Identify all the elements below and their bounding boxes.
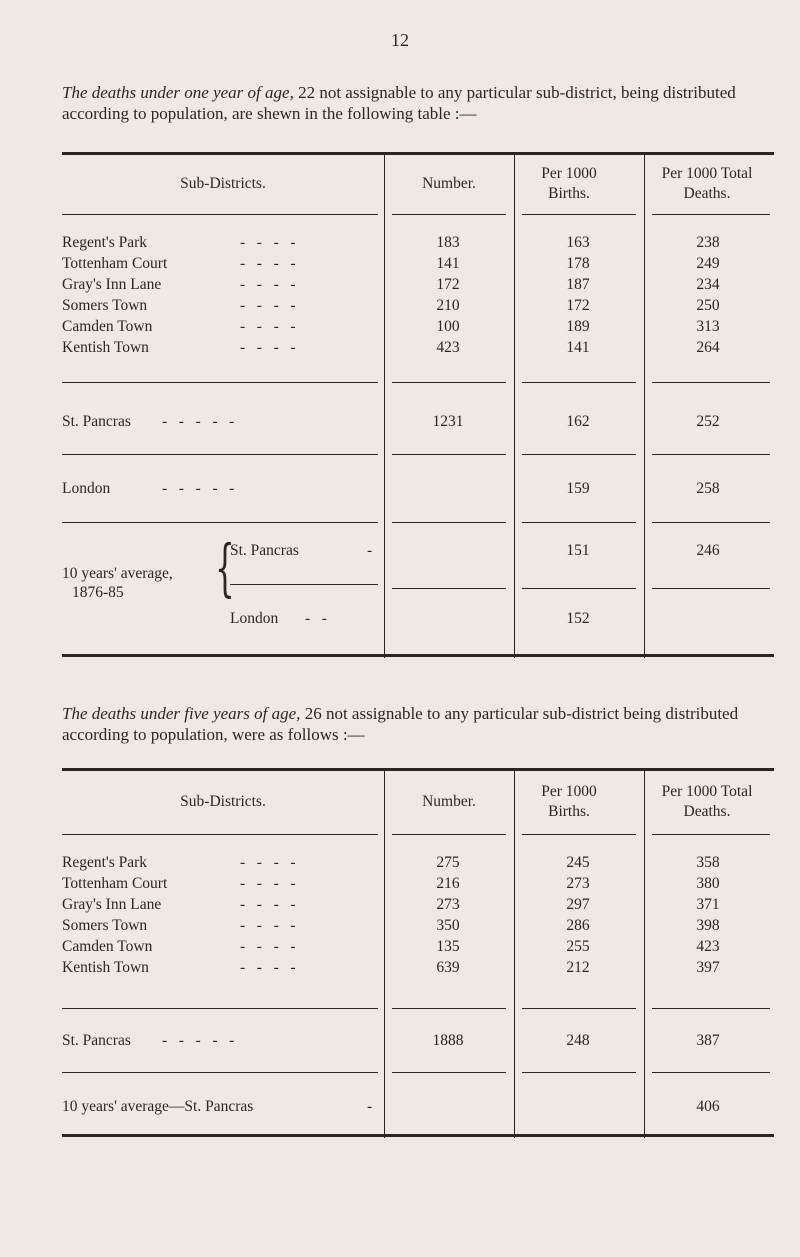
table-row bbox=[62, 339, 774, 359]
row-name: Kentish Town bbox=[62, 339, 149, 356]
table-row bbox=[62, 875, 774, 895]
row-number: 141 bbox=[436, 255, 460, 272]
london-per-deaths: 258 bbox=[696, 480, 720, 497]
under-five-deaths-table bbox=[62, 768, 774, 1138]
row-number: 172 bbox=[436, 276, 460, 293]
london-row bbox=[62, 480, 774, 500]
row-per-deaths: 234 bbox=[696, 276, 720, 293]
row-number: 275 bbox=[436, 854, 460, 871]
row-dashes: - - - - bbox=[240, 297, 296, 314]
total-per-births: 248 bbox=[566, 1032, 590, 1049]
header-per-deaths: Per 1000 Total Deaths. bbox=[661, 783, 753, 820]
row-per-deaths: 313 bbox=[696, 318, 720, 335]
row-per-births: 187 bbox=[566, 276, 590, 293]
row-name: Gray's Inn Lane bbox=[62, 276, 162, 293]
page-number: 12 bbox=[391, 30, 409, 50]
table-row bbox=[62, 276, 774, 296]
london-name: London bbox=[62, 480, 111, 497]
row-dashes: - - - - bbox=[240, 875, 296, 892]
row-per-births: 172 bbox=[566, 297, 590, 314]
row-number: 273 bbox=[436, 896, 460, 913]
table-row bbox=[62, 255, 774, 275]
average-sub2-dash: - - bbox=[305, 610, 327, 627]
total-per-births: 162 bbox=[566, 413, 590, 430]
row-name: Tottenham Court bbox=[62, 875, 168, 892]
row-per-births: 141 bbox=[566, 339, 590, 356]
average-row-london bbox=[62, 610, 774, 630]
total-name: St. Pancras bbox=[62, 1032, 131, 1049]
row-per-births: 163 bbox=[566, 234, 590, 251]
average-name: 10 years' average—St. Pancras bbox=[62, 1098, 254, 1115]
row-name: Tottenham Court bbox=[62, 255, 168, 272]
row-number: 210 bbox=[436, 297, 460, 314]
total-row bbox=[62, 1032, 774, 1052]
table-row bbox=[62, 917, 774, 937]
average-dash: - bbox=[367, 1098, 373, 1115]
row-name: Regent's Park bbox=[62, 854, 148, 871]
average-per-deaths: 406 bbox=[696, 1098, 720, 1115]
row-per-births: 189 bbox=[566, 318, 590, 335]
table2-intro-text: 26 not assignable to any particular sub-district being distributed according to population, were as follows :— bbox=[62, 704, 739, 744]
average-sub2-per-births: 152 bbox=[566, 610, 590, 627]
row-dashes: - - - - bbox=[240, 938, 296, 955]
header-number: Number. bbox=[422, 793, 476, 810]
row-per-deaths: 380 bbox=[696, 875, 720, 892]
header-sub-districts: Sub-Districts. bbox=[180, 175, 266, 192]
average-sub1-dash: - bbox=[367, 542, 373, 559]
london-dashes: - - - - - bbox=[162, 480, 235, 497]
total-per-deaths: 387 bbox=[696, 1032, 720, 1049]
table1-intro bbox=[62, 82, 787, 124]
row-per-births: 255 bbox=[566, 938, 590, 955]
average-row bbox=[62, 1098, 774, 1118]
table-row bbox=[62, 234, 774, 254]
row-per-births: 297 bbox=[566, 896, 590, 913]
row-number: 216 bbox=[436, 875, 460, 892]
table-row bbox=[62, 959, 774, 979]
infant-deaths-table bbox=[62, 152, 774, 658]
table1-intro-text: 22 not assignable to any particular sub-district, being distributed according to population, are shewn in the following table :— bbox=[62, 83, 736, 123]
row-dashes: - - - - bbox=[240, 959, 296, 976]
row-dashes: - - - - bbox=[240, 339, 296, 356]
average-sub1-per-births: 151 bbox=[566, 542, 590, 559]
total-per-deaths: 252 bbox=[696, 413, 720, 430]
table-row bbox=[62, 854, 774, 874]
row-number: 135 bbox=[436, 938, 460, 955]
average-label-line1: 10 years' average, bbox=[62, 565, 173, 582]
row-dashes: - - - - bbox=[240, 234, 296, 251]
total-dashes: - - - - - bbox=[162, 413, 235, 430]
row-name: Gray's Inn Lane bbox=[62, 896, 162, 913]
row-per-deaths: 358 bbox=[696, 854, 720, 871]
average-label-line2: 1876-85 bbox=[72, 584, 124, 601]
table1-intro-italic: The deaths under one year of age, bbox=[62, 83, 294, 102]
row-per-births: 178 bbox=[566, 255, 590, 272]
total-number: 1231 bbox=[432, 413, 464, 430]
row-number: 350 bbox=[436, 917, 460, 934]
table-row bbox=[62, 938, 774, 958]
row-dashes: - - - - bbox=[240, 276, 296, 293]
average-label bbox=[62, 564, 222, 602]
total-name: St. Pancras bbox=[62, 413, 131, 430]
average-sub2-name: London bbox=[230, 610, 279, 627]
row-per-births: 245 bbox=[566, 854, 590, 871]
row-per-deaths: 250 bbox=[696, 297, 720, 314]
row-name: Somers Town bbox=[62, 917, 148, 934]
row-per-deaths: 397 bbox=[696, 959, 720, 976]
row-dashes: - - - - bbox=[240, 255, 296, 272]
row-per-births: 212 bbox=[566, 959, 590, 976]
row-dashes: - - - - bbox=[240, 318, 296, 335]
row-number: 183 bbox=[436, 234, 460, 251]
row-dashes: - - - - bbox=[240, 854, 296, 871]
table-row bbox=[62, 896, 774, 916]
row-per-deaths: 423 bbox=[696, 938, 720, 955]
header-number: Number. bbox=[422, 175, 476, 192]
total-number: 1888 bbox=[432, 1032, 464, 1049]
header-per-deaths: Per 1000 Total Deaths. bbox=[661, 165, 753, 202]
row-dashes: - - - - bbox=[240, 896, 296, 913]
row-number: 423 bbox=[436, 339, 460, 356]
table-row bbox=[62, 318, 774, 338]
row-per-deaths: 398 bbox=[696, 917, 720, 934]
total-row bbox=[62, 413, 774, 433]
row-number: 639 bbox=[436, 959, 460, 976]
table2-intro bbox=[62, 703, 787, 745]
london-per-births: 159 bbox=[566, 480, 590, 497]
row-dashes: - - - - bbox=[240, 917, 296, 934]
header-per-births: Per 1000 Births. bbox=[541, 783, 597, 820]
row-name: Somers Town bbox=[62, 297, 148, 314]
row-per-deaths: 238 bbox=[696, 234, 720, 251]
row-per-births: 286 bbox=[566, 917, 590, 934]
row-per-deaths: 249 bbox=[696, 255, 720, 272]
average-row-st-pancras bbox=[62, 542, 774, 562]
table-row bbox=[62, 297, 774, 317]
row-name: Regent's Park bbox=[62, 234, 148, 251]
row-name: Kentish Town bbox=[62, 959, 149, 976]
table2-intro-italic: The deaths under five years of age, bbox=[62, 704, 301, 723]
row-per-deaths: 371 bbox=[696, 896, 720, 913]
row-name: Camden Town bbox=[62, 318, 153, 335]
average-sub1-name: St. Pancras bbox=[230, 542, 299, 559]
header-per-births: Per 1000 Births. bbox=[541, 165, 597, 202]
row-per-births: 273 bbox=[566, 875, 590, 892]
header-sub-districts: Sub-Districts. bbox=[180, 793, 266, 810]
average-sub1-per-deaths: 246 bbox=[696, 542, 720, 559]
brace-glyph: { bbox=[215, 531, 235, 604]
row-number: 100 bbox=[436, 318, 460, 335]
row-per-deaths: 264 bbox=[696, 339, 720, 356]
row-name: Camden Town bbox=[62, 938, 153, 955]
total-dashes: - - - - - bbox=[162, 1032, 235, 1049]
